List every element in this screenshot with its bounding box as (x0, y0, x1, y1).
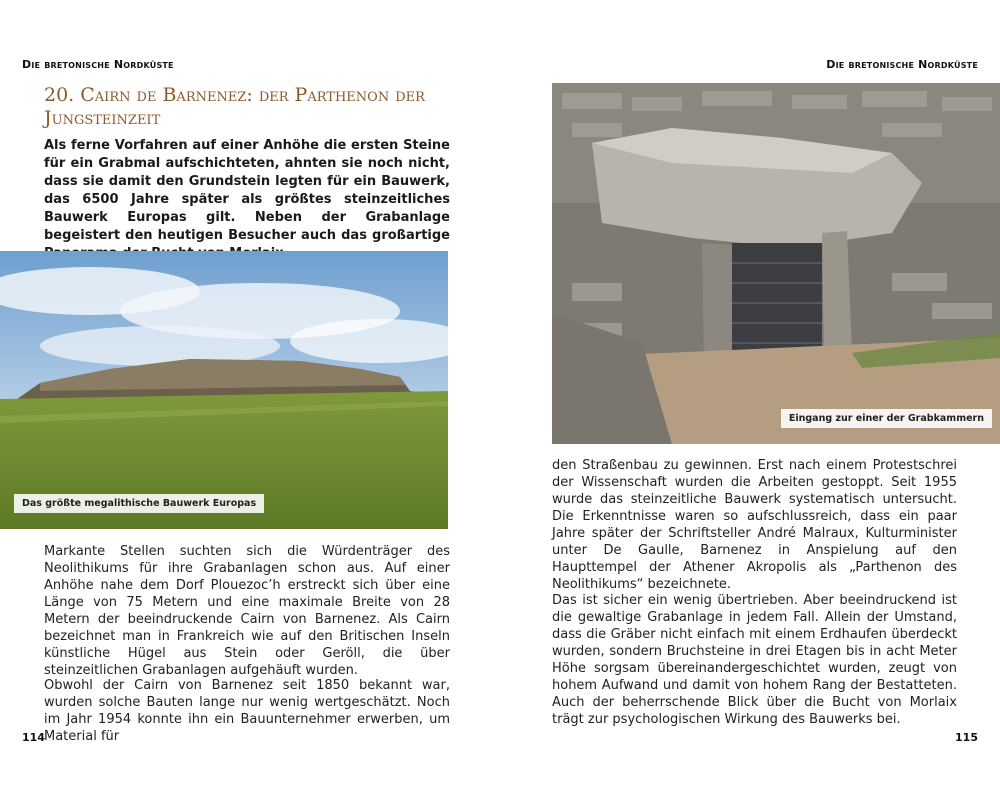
page-number-right: 115 (955, 731, 978, 744)
intro-paragraph: Als ferne Vorfahren auf einer Anhöhe die ersten Steine für ein Grabmal aufschichteten, ahnten sie noch nicht, dass sie damit den Grundstein legten für ein Bauwerk, das 6500 Jahre später als größtes steinzeitliches Bauwerk Europas gilt. Neben der Grabanlage begeistert den heutigen Besucher auch das großartige (44, 138, 450, 243)
grave-chamber-entrance-photo (552, 83, 1000, 444)
photo-caption-left: Das größte megalithische Bauwerk Europas (14, 494, 264, 513)
body-paragraph-left-1: Markante Stellen suchten sich die Würdenträger des Neolithikums für ihre Grabanlagen schon aus. Auf einer Anhöhe nahe dem Dorf Plouezoc’h erstreckt sich über eine Länge von 75 Metern und eine maximale Breite von 28 Metern der beeindruckende Cairn von Barnenez. Als Cairn bezeichnet man in Frankreich wie auf den Britischen Inseln künstliche Hügel aus Stein oder Geröll, die über steinzeitlichen Grabanlagen aufgehäuft wurden. (44, 544, 450, 678)
photo-caption-right: Eingang zur einer der Grabkammern (781, 409, 992, 428)
body-paragraph-right-2: Das ist sicher ein wenig übertrieben. Aber beeindruckend ist die gewaltige Grabanlage in jedem Fall. Allein der Umstand, dass die Gräber nicht einfach mit einem Erdhaufen überdeckt wurden, sondern Bruchsteine in drei Etagen bis in acht Meter Höhe sorgsam übereinandergeschichtet wurden, zeugt von hohem Aufwand und damit von hohem Rang der Bestatteten. Auch der beherrschende Blick über die Bucht von Morlaix trägt zur psychologischen Wirkung des Bauwerks bei. (552, 593, 957, 727)
cairn-landscape-photo (0, 251, 448, 529)
body-paragraph-right-1: den Straßenbau zu gewinnen. Erst nach einem Protestschrei der Wissenschaft wurden die Arbeiten gestoppt. Seit 1955 wurde das steinzeitliche Bauwerk systematisch untersucht. Die Erkenntnisse waren so aufschlussreich, dass ein paar Jahre später der Schriftsteller André Malraux, Kulturminister unter De Gaulle, Barnenez in Anspielung auf den Haupttempel der Athener Akropolis als „Parthenon des Neolithikums“ bezeichnete. (552, 458, 957, 592)
page-number-left: 114 (22, 731, 45, 744)
body-paragraph-left-2: Obwohl der Cairn von Barnenez seit 1850 bekannt war, wurden solche Bauten lange nur wenig wertgeschätzt. Noch im Jahr 1954 konnte ihn ein Bauunternehmer erwerben, um Material für (44, 678, 450, 744)
running-head-right: Die bretonische Nordküste (826, 58, 978, 71)
running-head-left: Die bretonische Nordküste (22, 58, 174, 71)
chapter-title: 20. Cairn de Barnenez: der Parthenon der Jungsteinzeit (44, 84, 425, 129)
